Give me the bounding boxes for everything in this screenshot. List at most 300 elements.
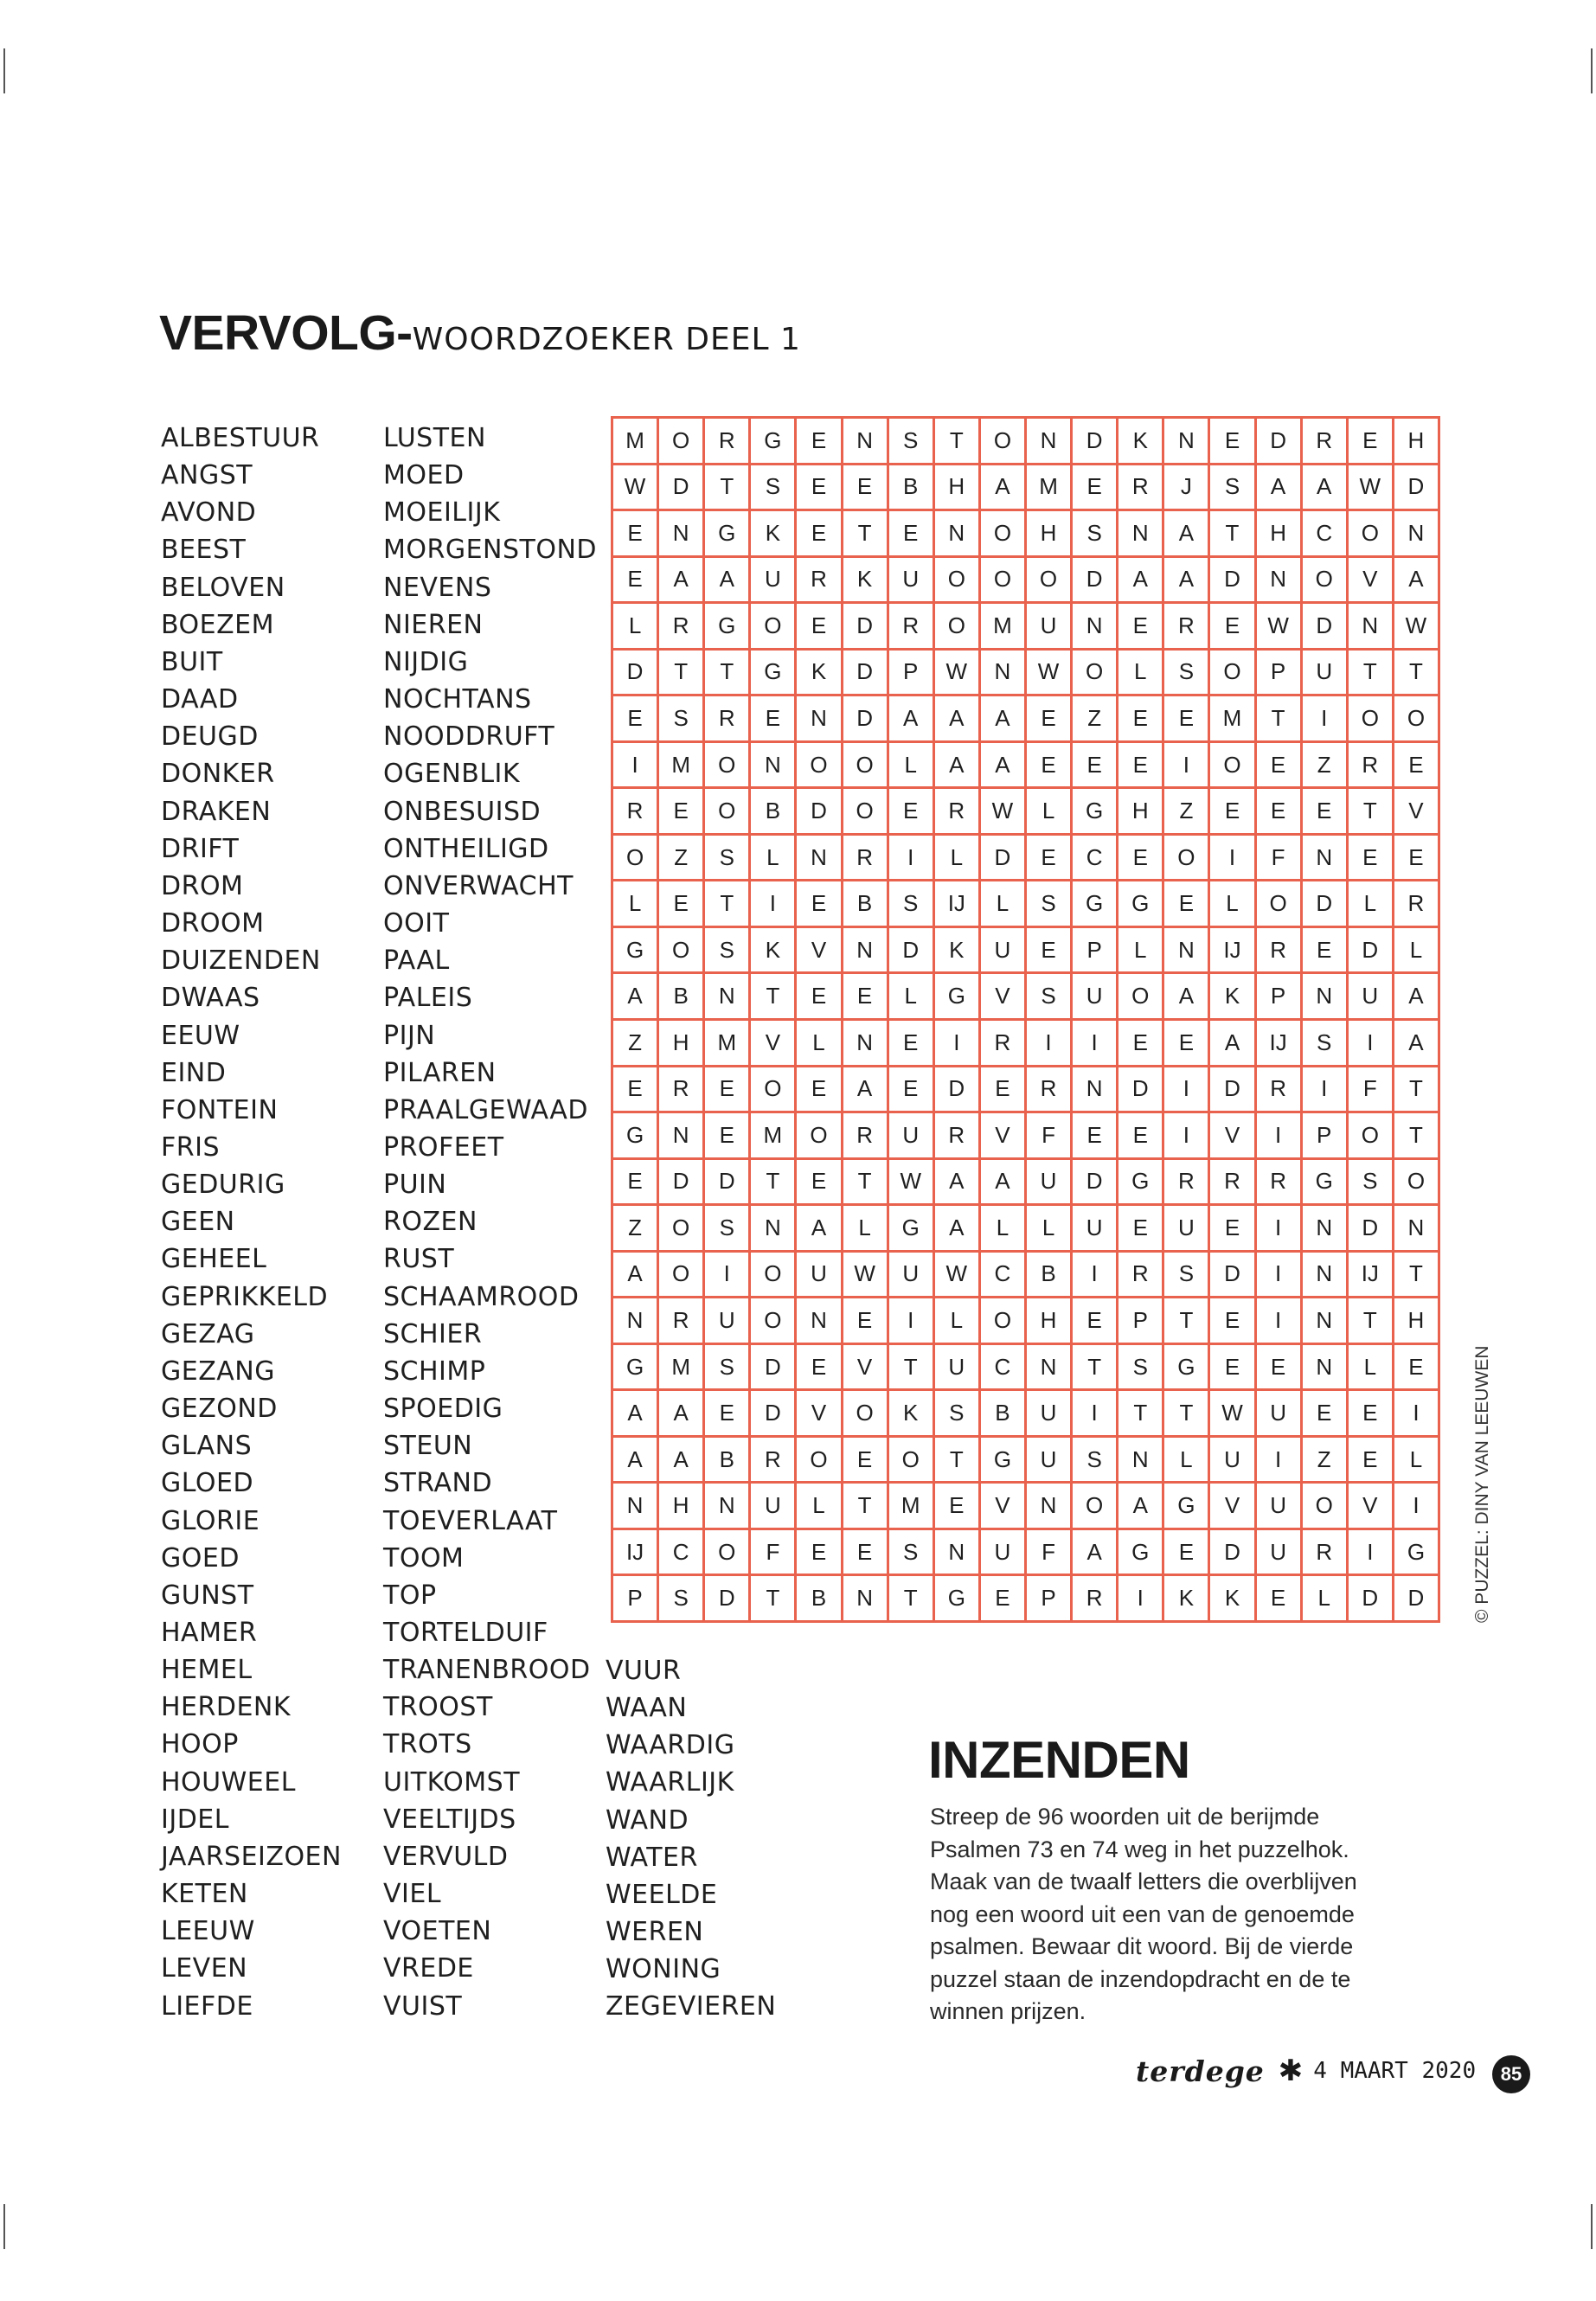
grid-cell: S [659, 1576, 705, 1623]
grid-cell: I [1303, 1067, 1349, 1114]
grid-cell: R [1303, 1530, 1349, 1577]
grid-cell: H [1394, 1298, 1440, 1345]
grid-cell: T [843, 511, 889, 558]
grid-cell: D [705, 1576, 751, 1623]
grid-cell: T [705, 465, 751, 512]
grid-cell: T [1394, 1067, 1440, 1114]
grid-cell: I [751, 881, 797, 928]
grid-cell: T [751, 974, 797, 1021]
grid-cell: R [1118, 465, 1164, 512]
word-list-item: FRIS [161, 1131, 220, 1163]
grid-cell: T [935, 1438, 981, 1484]
grid-cell: D [1210, 558, 1256, 605]
word-list-item: PALEIS [383, 983, 473, 1014]
grid-cell: L [1027, 789, 1073, 836]
grid-cell: R [1118, 1253, 1164, 1299]
grid-cell: A [613, 974, 659, 1021]
grid-cell: C [981, 1345, 1027, 1392]
word-list-item: HERDENK [161, 1692, 292, 1723]
grid-cell: D [1303, 881, 1349, 928]
grid-cell: O [1394, 1160, 1440, 1207]
grid-cell: E [797, 974, 843, 1021]
grid-cell: W [1349, 465, 1394, 512]
word-list-item: HOOP [161, 1729, 239, 1760]
crop-mark-top-right [1591, 48, 1593, 93]
grid-cell: D [1349, 928, 1394, 975]
grid-cell: V [751, 1021, 797, 1067]
grid-cell: A [1303, 465, 1349, 512]
grid-cell: L [889, 743, 935, 790]
grid-cell: T [751, 1160, 797, 1207]
grid-cell: A [1073, 1530, 1118, 1577]
grid-cell: E [1257, 789, 1303, 836]
grid-cell: U [1073, 974, 1118, 1021]
grid-cell: G [1303, 1160, 1349, 1207]
grid-cell: A [981, 696, 1027, 743]
grid-cell: L [981, 881, 1027, 928]
grid-cell: N [1027, 1345, 1073, 1392]
grid-cell: L [1118, 928, 1164, 975]
grid-cell: M [889, 1484, 935, 1530]
grid-cell: O [843, 1391, 889, 1438]
word-list-item: DRIFT [161, 833, 240, 864]
word-list-item: GEZANG [161, 1356, 275, 1387]
word-list-item: ALBESTUUR [161, 423, 320, 453]
grid-cell: U [1257, 1530, 1303, 1577]
grid-cell: L [1164, 1438, 1210, 1484]
grid-cell: E [1118, 743, 1164, 790]
grid-cell: R [659, 1298, 705, 1345]
title-bold: VERVOLG- [159, 305, 413, 361]
grid-cell: N [751, 743, 797, 790]
grid-cell: K [1118, 419, 1164, 465]
grid-cell: N [1164, 419, 1210, 465]
word-list-item: WATER [606, 1842, 698, 1873]
word-list-item: DRAKEN [161, 796, 272, 827]
grid-cell: V [843, 1345, 889, 1392]
grid-cell: D [1073, 419, 1118, 465]
word-list-item: LUSTEN [383, 423, 486, 453]
word-list-item: AVOND [161, 497, 257, 529]
grid-cell: R [1164, 1160, 1210, 1207]
grid-cell: V [797, 928, 843, 975]
grid-cell: O [705, 1530, 751, 1577]
word-list-item: PILAREN [383, 1057, 497, 1088]
grid-cell: N [1027, 1484, 1073, 1530]
grid-cell: O [981, 1298, 1027, 1345]
grid-cell: H [1394, 419, 1440, 465]
grid-cell: U [1027, 1438, 1073, 1484]
word-list-item: JAARSEIZOEN [161, 1841, 342, 1872]
grid-cell: R [843, 836, 889, 882]
word-list-item: VUUR [606, 1656, 682, 1686]
magazine-name: terdege [1136, 2054, 1265, 2088]
grid-cell: E [1164, 1021, 1210, 1067]
grid-cell: T [751, 1576, 797, 1623]
grid-cell: T [1210, 511, 1256, 558]
grid-cell: U [751, 1484, 797, 1530]
word-list-item: STRAND [383, 1468, 493, 1499]
grid-cell: Z [659, 836, 705, 882]
grid-cell: E [1073, 1298, 1118, 1345]
grid-cell: N [1257, 558, 1303, 605]
grid-cell: R [843, 1113, 889, 1160]
grid-cell: N [1164, 928, 1210, 975]
grid-cell: G [705, 511, 751, 558]
grid-cell: S [1164, 651, 1210, 697]
grid-cell: R [1073, 1576, 1118, 1623]
crop-mark-bottom-left [3, 2204, 5, 2249]
grid-cell: D [981, 836, 1027, 882]
grid-cell: E [613, 511, 659, 558]
word-list-item: VERVULD [383, 1841, 509, 1872]
word-list-item: BELOVEN [161, 572, 285, 603]
grid-cell: I [1073, 1253, 1118, 1299]
word-list-item: DWAAS [161, 983, 260, 1014]
grid-cell: N [1303, 836, 1349, 882]
grid-cell: A [1394, 558, 1440, 605]
grid-cell: B [705, 1438, 751, 1484]
word-list-item: NIEREN [383, 609, 484, 640]
word-list-item: NOODDRUFT [383, 721, 555, 753]
grid-cell: G [1118, 1530, 1164, 1577]
inzenden-body [930, 1801, 1380, 2029]
grid-cell: E [1164, 881, 1210, 928]
grid-cell: E [935, 1484, 981, 1530]
grid-cell: G [1164, 1484, 1210, 1530]
grid-cell: D [659, 1160, 705, 1207]
grid-cell: N [705, 1484, 751, 1530]
word-list-item: NOCHTANS [383, 684, 532, 715]
grid-cell: I [935, 1021, 981, 1067]
grid-cell: A [613, 1253, 659, 1299]
crop-mark-top-left [3, 48, 5, 93]
grid-cell: P [1257, 974, 1303, 1021]
grid-cell: U [1027, 604, 1073, 651]
grid-cell: O [981, 511, 1027, 558]
word-list-item: PAAL [383, 945, 450, 977]
grid-cell: O [1394, 696, 1440, 743]
grid-cell: H [1257, 511, 1303, 558]
grid-cell: N [659, 511, 705, 558]
grid-cell: O [1073, 651, 1118, 697]
grid-cell: K [1210, 1576, 1256, 1623]
grid-cell: G [1118, 1160, 1164, 1207]
grid-cell: D [1257, 419, 1303, 465]
word-list-item: GLOED [161, 1468, 254, 1499]
grid-cell: I [1118, 1576, 1164, 1623]
grid-cell: U [1027, 1160, 1073, 1207]
grid-cell: U [1303, 651, 1349, 697]
grid-cell: P [889, 651, 935, 697]
grid-cell: E [1118, 604, 1164, 651]
word-list-item: VEELTIJDS [383, 1804, 516, 1835]
word-list-item: TORTELDUIF [383, 1618, 548, 1648]
grid-cell: A [1394, 974, 1440, 1021]
grid-cell: A [1210, 1021, 1256, 1067]
word-list-item: GEDURIG [161, 1170, 285, 1201]
grid-cell: H [1027, 1298, 1073, 1345]
grid-cell: D [613, 651, 659, 697]
grid-cell: S [705, 928, 751, 975]
grid-cell: O [705, 789, 751, 836]
grid-cell: IJ [1349, 1253, 1394, 1299]
word-list-item: KETEN [161, 1879, 248, 1910]
grid-cell: D [1394, 1576, 1440, 1623]
grid-cell: C [1073, 836, 1118, 882]
word-list-item: SPOEDIG [383, 1394, 503, 1425]
grid-cell: A [889, 696, 935, 743]
grid-cell: R [1349, 743, 1394, 790]
grid-cell: S [751, 465, 797, 512]
grid-cell: I [889, 836, 935, 882]
grid-cell: E [705, 1067, 751, 1114]
grid-cell: V [1210, 1484, 1256, 1530]
grid-cell: N [797, 1298, 843, 1345]
grid-cell: O [751, 1298, 797, 1345]
word-list-item: HOUWEEL [161, 1766, 296, 1798]
grid-cell: K [797, 651, 843, 697]
grid-cell: D [1394, 465, 1440, 512]
word-list-item: PROFEET [383, 1131, 504, 1163]
grid-cell: E [1118, 1113, 1164, 1160]
grid-cell: N [1073, 1067, 1118, 1114]
inzenden-line: Psalmen 73 en 74 weg in het puzzelhok. [930, 1836, 1349, 1862]
grid-cell: N [751, 1206, 797, 1253]
grid-cell: I [889, 1298, 935, 1345]
grid-cell: E [1073, 1113, 1118, 1160]
grid-cell: N [1118, 511, 1164, 558]
grid-cell: A [1164, 558, 1210, 605]
grid-cell: G [935, 974, 981, 1021]
grid-cell: O [751, 604, 797, 651]
grid-cell: T [843, 1484, 889, 1530]
grid-cell: T [889, 1576, 935, 1623]
inzenden-title: INZENDEN [928, 1731, 1190, 1789]
grid-cell: E [981, 1576, 1027, 1623]
grid-cell: E [843, 465, 889, 512]
word-list-item: OGENBLIK [383, 759, 521, 790]
grid-cell: N [1303, 1345, 1349, 1392]
grid-cell: E [1027, 696, 1073, 743]
grid-cell: E [1118, 1206, 1164, 1253]
grid-cell: M [659, 1345, 705, 1392]
grid-cell: S [889, 881, 935, 928]
grid-cell: A [981, 465, 1027, 512]
grid-cell: U [1210, 1438, 1256, 1484]
grid-cell: E [1027, 836, 1073, 882]
grid-cell: R [1257, 928, 1303, 975]
grid-cell: T [705, 651, 751, 697]
grid-cell: O [1349, 1113, 1394, 1160]
word-list-item: DEUGD [161, 721, 259, 753]
grid-cell: D [1073, 558, 1118, 605]
word-list-item: TRANENBROOD [383, 1655, 591, 1686]
grid-cell: G [935, 1576, 981, 1623]
grid-cell: R [935, 1113, 981, 1160]
grid-cell: T [1394, 1253, 1440, 1299]
inzenden-line: Maak van de twaalf letters die overblijven [930, 1868, 1357, 1894]
grid-cell: U [1349, 974, 1394, 1021]
grid-cell: I [1394, 1484, 1440, 1530]
grid-cell: I [1257, 1253, 1303, 1299]
grid-cell: E [1349, 1391, 1394, 1438]
word-list-item: WONING [606, 1954, 721, 1985]
grid-cell: R [1394, 881, 1440, 928]
grid-cell: S [1210, 465, 1256, 512]
word-list-item: ZEGEVIEREN [606, 1991, 777, 2022]
grid-cell: O [659, 928, 705, 975]
grid-cell: W [613, 465, 659, 512]
grid-cell: D [1349, 1206, 1394, 1253]
grid-cell: E [1210, 789, 1256, 836]
grid-cell: A [1118, 558, 1164, 605]
grid-cell: O [751, 1253, 797, 1299]
grid-cell: E [797, 465, 843, 512]
grid-cell: R [1303, 419, 1349, 465]
grid-cell: R [1027, 1067, 1073, 1114]
grid-cell: M [1210, 696, 1256, 743]
word-list-item: NEVENS [383, 572, 492, 603]
grid-cell: P [1257, 651, 1303, 697]
word-list-item: DROOM [161, 908, 265, 939]
grid-cell: N [1303, 1253, 1349, 1299]
grid-cell: I [1394, 1391, 1440, 1438]
grid-cell: R [889, 604, 935, 651]
word-list-item: GOED [161, 1542, 240, 1574]
grid-cell: D [843, 696, 889, 743]
grid-cell: S [705, 1345, 751, 1392]
grid-cell: N [659, 1113, 705, 1160]
grid-cell: O [1164, 836, 1210, 882]
grid-cell: R [797, 558, 843, 605]
grid-cell: N [1118, 1438, 1164, 1484]
grid-cell: G [981, 1438, 1027, 1484]
grid-cell: G [751, 419, 797, 465]
word-list-item: GEZAG [161, 1318, 255, 1349]
grid-cell: U [981, 1530, 1027, 1577]
grid-cell: A [843, 1067, 889, 1114]
grid-cell: S [1164, 1253, 1210, 1299]
grid-cell: E [705, 1391, 751, 1438]
puzzle-credit: © PUZZEL: DINY VAN LEEUWEN [1472, 1345, 1492, 1623]
word-list-item: LIEFDE [161, 1990, 253, 2022]
word-list-item: DAAD [161, 684, 239, 715]
grid-cell: N [797, 836, 843, 882]
grid-cell: I [1257, 1113, 1303, 1160]
grid-cell: K [843, 558, 889, 605]
grid-cell: N [1394, 511, 1440, 558]
grid-cell: E [797, 1067, 843, 1114]
grid-cell: N [843, 1576, 889, 1623]
grid-cell: W [889, 1160, 935, 1207]
grid-cell: E [843, 1298, 889, 1345]
grid-cell: U [797, 1253, 843, 1299]
grid-cell: M [705, 1021, 751, 1067]
grid-cell: D [935, 1067, 981, 1114]
grid-cell: N [843, 1021, 889, 1067]
grid-cell: N [613, 1298, 659, 1345]
crop-mark-bottom-right [1591, 2204, 1593, 2249]
grid-cell: E [797, 1160, 843, 1207]
grid-cell: T [705, 881, 751, 928]
word-list-item: GLORIE [161, 1505, 260, 1536]
inzenden-line: nog een woord uit een van de genoemde [930, 1900, 1355, 1927]
grid-cell: E [797, 1345, 843, 1392]
grid-cell: K [1164, 1576, 1210, 1623]
grid-cell: L [797, 1021, 843, 1067]
grid-cell: E [1118, 836, 1164, 882]
grid-cell: L [1027, 1206, 1073, 1253]
word-list-item: ONVERWACHT [383, 870, 574, 901]
grid-cell: A [1164, 511, 1210, 558]
word-list-item: ANGST [161, 460, 253, 491]
grid-cell: D [1210, 1067, 1256, 1114]
grid-cell: Z [613, 1206, 659, 1253]
grid-cell: W [1257, 604, 1303, 651]
word-list-item: WAND [606, 1804, 689, 1836]
grid-cell: O [1027, 558, 1073, 605]
word-list-item: VOETEN [383, 1916, 492, 1947]
grid-cell: N [1303, 974, 1349, 1021]
grid-cell: E [1073, 743, 1118, 790]
inzenden-line: puzzel staan de inzendopdracht en de te [930, 1965, 1351, 1992]
grid-cell: IJ [1257, 1021, 1303, 1067]
grid-cell: L [981, 1206, 1027, 1253]
word-list-item: STEUN [383, 1431, 473, 1462]
grid-cell: A [659, 558, 705, 605]
grid-cell: P [1027, 1576, 1073, 1623]
grid-cell: S [889, 419, 935, 465]
word-list-item: WEREN [606, 1917, 704, 1948]
grid-cell: O [659, 1206, 705, 1253]
grid-cell: N [1349, 604, 1394, 651]
grid-cell: O [1210, 651, 1256, 697]
page-title [159, 304, 801, 362]
grid-cell: N [981, 651, 1027, 697]
grid-cell: D [705, 1160, 751, 1207]
word-list-item: VREDE [383, 1953, 474, 1984]
grid-cell: L [1210, 881, 1256, 928]
grid-cell: Z [1164, 789, 1210, 836]
word-list-item: WAARLIJK [606, 1767, 734, 1798]
grid-cell: D [1349, 1576, 1394, 1623]
grid-cell: C [1303, 511, 1349, 558]
grid-cell: W [1210, 1391, 1256, 1438]
grid-cell: D [889, 928, 935, 975]
grid-cell: W [935, 1253, 981, 1299]
word-list-item: DROM [161, 870, 244, 901]
grid-cell: A [935, 743, 981, 790]
word-list-item: BEEST [161, 535, 247, 566]
grid-cell: U [1257, 1391, 1303, 1438]
grid-cell: T [1118, 1391, 1164, 1438]
grid-cell: I [705, 1253, 751, 1299]
grid-cell: G [1073, 881, 1118, 928]
word-list-item: NIJDIG [383, 646, 469, 677]
grid-cell: P [1073, 928, 1118, 975]
grid-cell: N [935, 511, 981, 558]
grid-cell: E [797, 511, 843, 558]
grid-cell: O [1303, 1484, 1349, 1530]
word-list-item: SCHIMP [383, 1356, 486, 1387]
grid-cell: I [1073, 1021, 1118, 1067]
grid-cell: E [797, 604, 843, 651]
word-list-item: PUIN [383, 1170, 447, 1201]
grid-cell: R [981, 1021, 1027, 1067]
grid-cell: W [843, 1253, 889, 1299]
grid-cell: A [935, 1206, 981, 1253]
